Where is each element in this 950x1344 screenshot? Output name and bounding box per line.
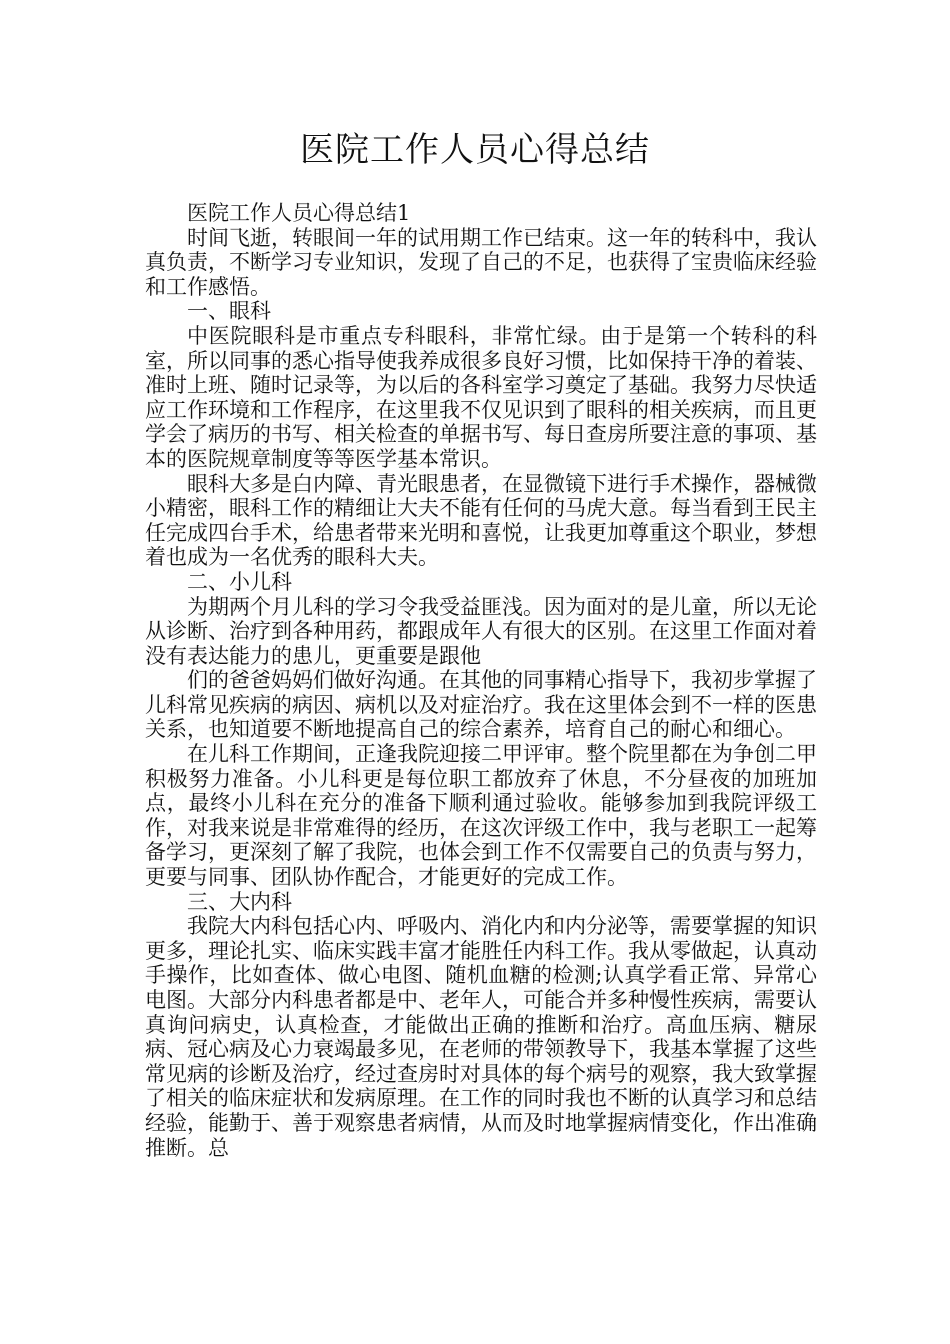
paragraph-intro: 时间飞逝，转眼间一年的试用期工作已结束。这一年的转科中，我认真负责，不断学习专业知识，发现了自己的不足，也获得了宝贵临床经验和工作感悟。	[145, 225, 817, 299]
document-title: 医院工作人员心得总结	[300, 130, 650, 170]
document-body	[145, 201, 817, 1160]
section-heading-internal-medicine: 三、大内科	[187, 889, 292, 914]
section-heading-pediatrics: 二、小儿科	[187, 569, 292, 594]
paragraph-pediatrics-3: 在儿科工作期间，正逢我院迎接二甲评审。整个院里都在为争创二甲积极努力准备。小儿科更是每位职工都放弃了休息，不分昼夜的加班加点，最终小儿科在充分的准备下顺利通过验收。能够参加到我院评级工作，对我来说是非常难得的经历，在这次评级工作中，我与老职工一起筹备学习，更深刻了解了我院，也体会到工作不仅需要自己的负责与努力，更要与同事、团队协作配合，才能更好的完成工作。	[145, 742, 817, 890]
paragraph-internal-medicine-1: 我院大内科包括心内、呼吸内、消化内和内分泌等，需要掌握的知识更多，理论扎实、临床实践丰富才能胜任内科工作。我从零做起，认真动手操作，比如查体、做心电图、随机血糖的检测;认真学看正常、异常心电图。大部分内科患者都是中、老年人，可能合并多种慢性疾病，需要认真询问病史，认真检查，才能做出正确的推断和治疗。高血压病、糖尿病、冠心病及心力衰竭最多见，在老师的带领教导下，我基本掌握了这些常见病的诊断及治疗，经过查房时对具体的每个病号的观察，我大致掌握了相关的临床症状和发病原理。在工作的同时我也不断的认真学习和总结经验，能勤于、善于观察患者病情，从而及时地掌握病情变化，作出准确推断。总	[145, 914, 817, 1160]
section-heading-ophthalmology: 一、眼科	[187, 299, 271, 324]
paragraph-ophthalmology-1: 中医院眼科是市重点专科眼科，非常忙绿。由于是第一个转科的科室，所以同事的悉心指导使我养成很多良好习惯，比如保持干净的着装、准时上班、随时记录等，为以后的各科室学习奠定了基础。我努力尽快适应工作环境和工作程序，在这里我不仅见识到了眼科的相关疾病，而且更学会了病历的书写、相关检查的单据书写、每日查房所要注意的事项、基本的医院规章制度等等医学基本常识。	[145, 323, 817, 471]
paragraph-ophthalmology-2: 眼科大多是白内障、青光眼患者，在显微镜下进行手术操作，器械微小精密，眼科工作的精细让大夫不能有任何的马虎大意。每当看到王民主任完成四台手术，给患者带来光明和喜悦，让我更加尊重这个职业，梦想着也成为一名优秀的眼科大夫。	[145, 471, 817, 570]
paragraph-pediatrics-1: 为期两个月儿科的学习令我受益匪浅。因为面对的是儿童，所以无论从诊断、治疗到各种用药，都跟成年人有很大的区别。在这里工作面对着没有表达能力的患儿，更重要是跟他	[145, 594, 817, 668]
section-heading-1: 医院工作人员心得总结1	[187, 201, 411, 225]
paragraph-pediatrics-2: 们的爸爸妈妈们做好沟通。在其他的同事精心指导下，我初步掌握了儿科常见疾病的病因、病机以及对症治疗。我在这里体会到不一样的医患关系，也知道要不断地提高自己的综合素养，培育自己的耐心和细心。	[145, 668, 817, 742]
